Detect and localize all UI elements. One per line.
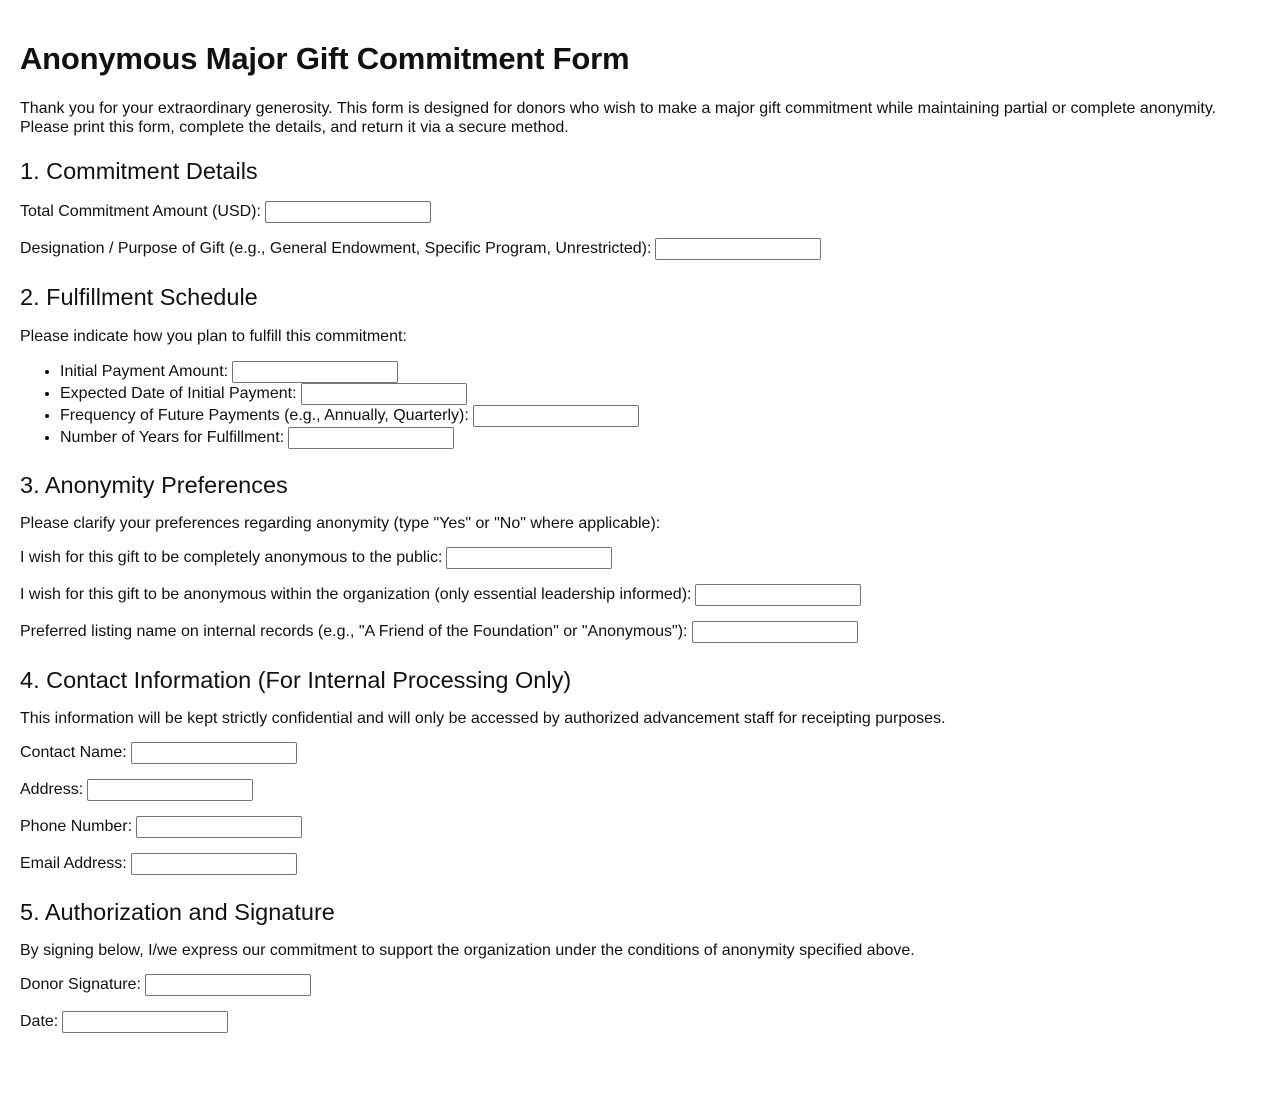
internal-anonymity-input[interactable] [695, 584, 861, 606]
fulfillment-instructions: Please indicate how you plan to fulfill this commitment: [20, 327, 407, 345]
field-label: I wish for this gift to be anonymous within the organization (only essential leadership informed): [20, 585, 692, 603]
field-contact-name [20, 741, 1242, 765]
section-authorization-heading: 5. Authorization and Signature [20, 898, 335, 925]
section-contact-information-heading: 4. Contact Information (For Internal Processing Only) [20, 666, 572, 693]
field-label: Phone Number: [20, 817, 133, 835]
field-date [20, 1010, 1242, 1034]
field-label: Address: [20, 780, 84, 798]
list-item [60, 427, 1242, 449]
field-email-address [20, 852, 1242, 876]
section-fulfillment-schedule-heading: 2. Fulfillment Schedule [20, 284, 258, 311]
field-label: Contact Name: [20, 743, 127, 761]
phone-number-input[interactable] [136, 816, 302, 838]
email-address-input[interactable] [131, 853, 297, 875]
fulfillment-years-input[interactable] [288, 427, 454, 449]
field-public-anonymity [20, 546, 1242, 570]
total-commitment-input[interactable] [265, 201, 431, 223]
field-label: • Initial Payment Amount: [60, 362, 229, 380]
authorization-instructions: By signing below, I/we express our commitment to support the organization under the conditions of anonymity specified above. [20, 942, 915, 960]
listing-name-input[interactable] [692, 621, 858, 643]
payment-frequency-input[interactable] [473, 405, 639, 427]
initial-payment-amount-input[interactable] [232, 361, 398, 383]
field-label: • Number of Years for Fulfillment: [60, 428, 285, 446]
list-item [60, 361, 1242, 383]
list-item [60, 383, 1242, 405]
intro-paragraph: Thank you for your extraordinary generosity. This form is designed for donors who wish to make a major gift commitment while maintaining partial or complete anonymity. Please print this form, complete the details, and return it via a secure method. [20, 100, 1217, 137]
public-anonymity-input[interactable] [446, 547, 612, 569]
donor-signature-input[interactable] [145, 974, 311, 996]
field-label: Preferred listing name on internal records (e.g., "A Friend of the Foundation" or "Anonymous"): [20, 622, 688, 640]
field-label: Total Commitment Amount (USD): [20, 203, 261, 221]
field-donor-signature [20, 973, 1242, 997]
list-item [60, 405, 1242, 427]
initial-payment-date-input[interactable] [301, 383, 467, 405]
field-label: Email Address: [20, 854, 127, 872]
field-label: Designation / Purpose of Gift (e.g., General Endowment, Specific Program, Unrestricted): [20, 240, 652, 258]
section-commitment-details-heading: 1. Commitment Details [20, 158, 258, 185]
field-designation [20, 237, 1242, 261]
field-internal-anonymity [20, 583, 1242, 607]
contact-name-input[interactable] [131, 742, 297, 764]
designation-input[interactable] [655, 238, 821, 260]
field-label: • Frequency of Future Payments (e.g., Annually, Quarterly): [60, 406, 469, 424]
field-total-commitment [20, 200, 1242, 224]
section-anonymity-preferences-heading: 3. Anonymity Preferences [20, 471, 288, 498]
field-label: Date: [20, 1013, 59, 1031]
contact-instructions: This information will be kept strictly confidential and will only be accessed by authorized advancement staff for receipting purposes. [20, 709, 946, 727]
field-phone-number [20, 815, 1242, 839]
field-label: • Expected Date of Initial Payment: [60, 384, 297, 402]
field-address [20, 778, 1242, 802]
field-listing-name [20, 620, 1242, 644]
page-title: Anonymous Major Gift Commitment Form [20, 41, 630, 76]
date-input[interactable] [62, 1011, 228, 1033]
anonymity-instructions: Please clarify your preferences regarding anonymity (type "Yes" or "No" where applicable): [20, 514, 661, 532]
fulfillment-list [20, 361, 1242, 449]
address-input[interactable] [87, 779, 253, 801]
field-label: Donor Signature: [20, 976, 141, 994]
field-label: I wish for this gift to be completely anonymous to the public: [20, 548, 443, 566]
